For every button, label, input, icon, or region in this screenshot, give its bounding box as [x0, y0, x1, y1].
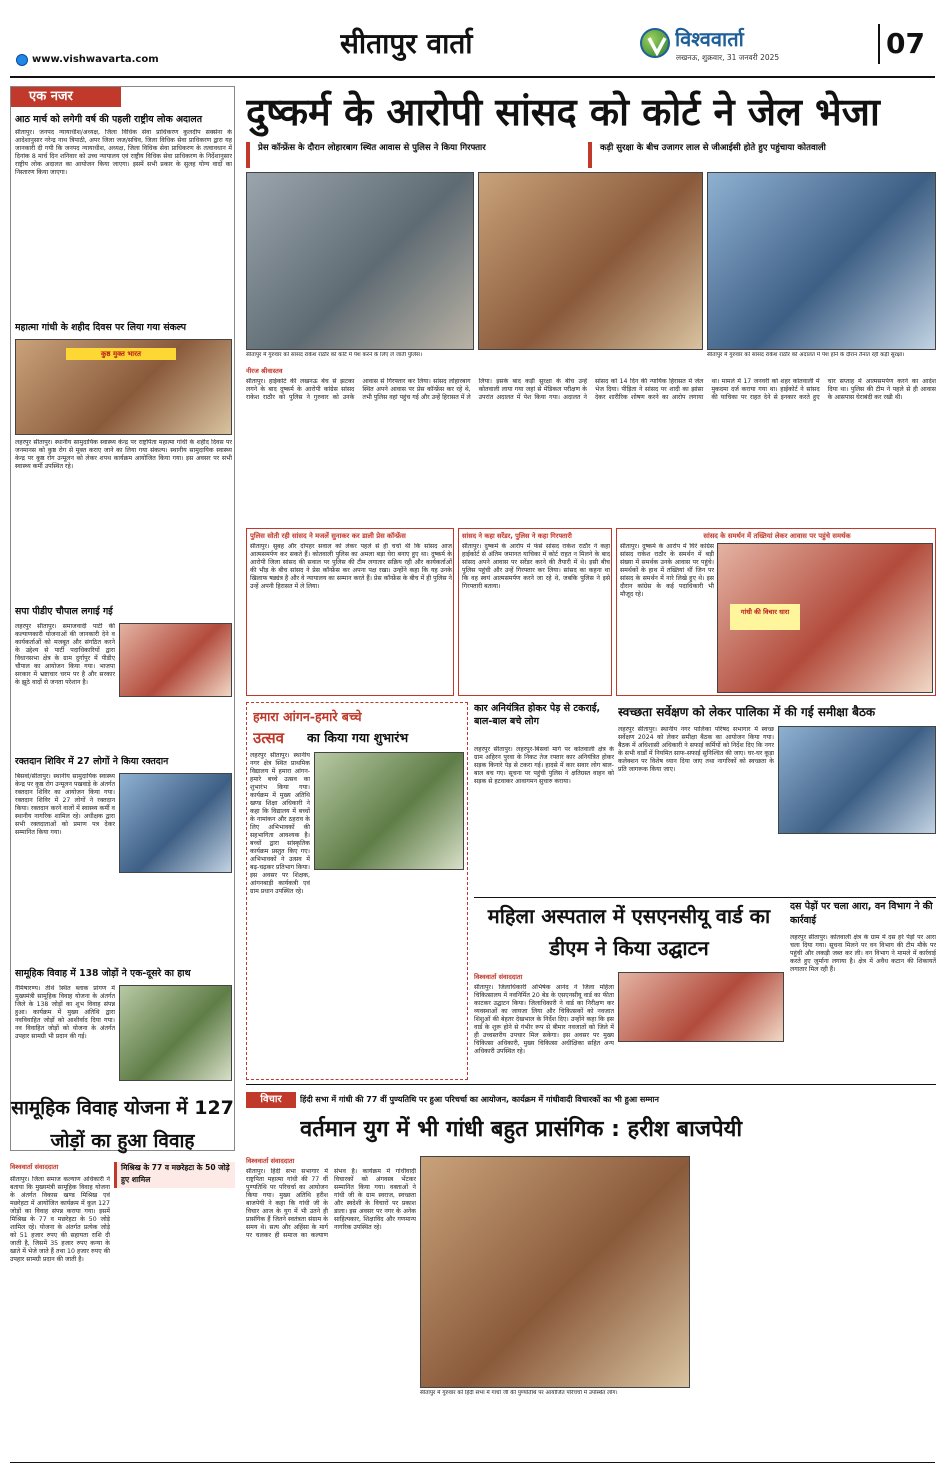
lead-headline: दुष्कर्म के आरोपी सांसद को कोर्ट ने जेल भेजा: [246, 90, 880, 134]
ek-nazar-label: एक नजर: [11, 87, 121, 107]
mahila-aspatal-byline: विश्ववार्ता संवाददाता: [474, 973, 523, 981]
vichar-body: सीतापुर। हिंदी सभा सभागार में राष्ट्रपिता महात्मा गांधी की 77 वीं पुण्यतिथि पर परिचर्चा का आयोजन किया गया। मुख्य अतिथि हरीश बाजपेयी ने कहा कि गांधी जी के विचार आज के युग में भी उतने ही प्रासंगिक हैं जितने स्वतंत्रता संग्राम के समय थे। सत्य और अहिंसा के मार्ग पर चलकर ही समाज का कल्याण संभव है। कार्यक्रम में गांधीवादी विचारकों को अंगवस्त्र भेंटकर सम्मानित किया गया। वक्ताओं ने गांधी जी के ग्राम स्वराज, स्वच्छता और स्वदेशी के विचारों पर प्रकाश डाला। इस अवसर पर नगर के अनेक साहित्यकार, शिक्षाविद और गणमान्य नागरिक उपस्थित रहे।: [246, 1168, 416, 1239]
masthead: [0, 0, 945, 78]
section-title: सीतापुर वार्ता: [340, 27, 473, 60]
ie-globe-icon: [16, 54, 28, 66]
ek-nazar-column: [10, 86, 235, 1151]
item-photo: [15, 339, 232, 435]
lead-caption-2: सीतापुर में गुरुवार को सांसद राकेश राठौर को अदालत में पेश होने के दौरान तैनात रही कड़ी सुरक्षा।: [707, 352, 936, 362]
brand-name: विश्ववार्ता: [675, 27, 744, 51]
page-number: 07: [878, 24, 928, 64]
box-body: सीतापुर। दुष्कर्म के आरोप में घिरे कांग्रेस सांसद राकेश राठौर के समर्थन में बड़ी संख्या में समर्थक उनके आवास पर पहुंचे। समर्थकों के हाथ में तख्तियां थीं जिन पर सांसद के समर्थन में नारे लिखे हुए थे। इस दौरान कांग्रेस के कई पदाधिकारी भी मौजूद रहे।: [620, 543, 714, 598]
item-body: नैमिषारण्य। तीर्थ स्थित ब्लाक प्रांगण में मुख्यमंत्री सामूहिक विवाह योजना के अंतर्गत जिले के 138 जोड़ों का शुभ विवाह संपन्न हुआ। कार्यक्रम में मुख्य अतिथि द्वारा नवविवाहित जोड़ों को आशीर्वाद दिया गया। नव विवाहित जोड़ों को योजना के अंतर्गत उपहार सामग्री भी प्रदान की गई।: [15, 985, 115, 1040]
box-title: सांसद ने कहा सरेंडर, पुलिस ने कहा गिरफ्तारी: [462, 532, 572, 540]
box-sansad: [458, 528, 612, 696]
hamara-angan-title-2: उत्सव: [253, 729, 284, 747]
item-title: सामूहिक विवाह में 138 जोड़ों ने एक-दूसरे का हाथ: [15, 968, 191, 979]
mahila-aspatal-headline: महिला अस्पताल में एसएनसीयू वार्ड का डीएम ने किया उद्घाटन: [487, 904, 771, 960]
item-body: लहरपुर सीतापुर। समाजवादी पार्टी की कल्याणकारी योजनाओं की जानकारी देने व कार्यकर्ताओं को मजबूत और संगठित करने के उद्देश्य से पार्टी पदाधिकारियों द्वारा विधानसभा क्षेत्र के ग्राम दुर्गापुर में पीडीए चौपाल का आयोजन किया गया। भाजपा सरकार में भ्रष्टाचार चरम पर है और सरकार के झूठे वादों से जनता परेशान है।: [15, 623, 115, 686]
kaar-body: लहरपुर सीतापुर। लहरपुर-बिसवां मार्ग पर कोतवाली क्षेत्र के ग्राम अहिरन पुरवा के निकट तेज रफ्तार कार अनियंत्रित होकर सड़क किनारे पेड़ से टकरा गई। हादसे में कार सवार लोग बाल-बाल बच गए। सूचना पर पहुंची पुलिस ने क्षतिग्रस्त वाहन को सड़क से हटवाकर आवागमन सुचारु कराया।: [474, 746, 614, 785]
samuhik-vivah-headline: सामूहिक विवाह योजना में 127 जोड़ों का हुआ विवाह: [11, 1097, 234, 1152]
mahila-aspatal-photo: [618, 972, 784, 1042]
vichar-byline: विश्ववार्ता संवाददाता: [246, 1157, 295, 1165]
item-title: महात्मा गांधी के शहीद दिवस पर लिया गया संकल्प: [15, 322, 187, 333]
swachhta-body: लहरपुर सीतापुर। स्थानीय नगर पालिका परिषद सभागार में स्वच्छ सर्वेक्षण 2024 को लेकर समीक्षा बैठक का आयोजन किया गया। बैठक में अधिशासी अधिकारी ने सफाई कर्मियों को निर्देश दिए कि नगर के सभी वार्डों में नियमित साफ-सफाई सुनिश्चित की जाए। घर-घर कूड़ा कलेक्शन पर विशेष ध्यान दिया जाए तथा नागरिकों को स्वच्छता के प्रति जागरूक किया जाए।: [618, 726, 774, 773]
samuhik-vivah-body-continued: [114, 1192, 235, 1460]
ped-katne-body: लहरपुर सीतापुर। कोतवाली क्षेत्र के ग्राम में दस हरे पेड़ों पर आरा चला दिया गया। सूचना मिलने पर वन विभाग की टीम मौके पर पहुंची और लकड़ी जब्त कर ली। वन विभाग ने मामले में कार्रवाई करते हुए जुर्माना लगाया है। क्षेत्र में अवैध कटान की शिकायतें लगातार मिल रही हैं।: [790, 934, 936, 973]
vichar-headline: वर्तमान युग में भी गांधी बहुत प्रासंगिक : हरीश बाजपेयी: [300, 1117, 743, 1142]
box-title: पुलिस सोती रही सांसद ने मजलें सुनाकर कर डाली प्रेस कॉन्फ्रेंस: [250, 532, 406, 540]
samuhik-vivah-body: सीतापुर। जिला समाज कल्याण अधिकारी ने बताया कि मुख्यमंत्री सामूहिक विवाह योजना के अंतर्गत विकास खण्ड मिश्रिख एवं मछरेहटा में आयोजित कार्यक्रम में कुल 127 जोड़ों का विवाह संपन्न कराया गया। इसमें मिश्रिख के 77 व मछरेहटा के 50 जोड़े शामिल रहे। योजना के अंतर्गत प्रत्येक जोड़े को 51 हजार रुपए की सहायता राशि दी जाती है, जिसमें 35 हजार रुपए कन्या के खाते में भेजे जाते हैं तथा 10 हजार रुपए की उपहार सामग्री प्रदान की जाती है।: [10, 1176, 110, 1263]
website-link[interactable]: www.vishwavarta.com: [32, 54, 159, 65]
item-title: सपा पीडीए चौपाल लगाई गई: [15, 606, 113, 617]
box-photo: [717, 543, 933, 693]
box-body: सीतापुर। सुबह और दोपहर सवाल को लेकर पहले से ही चर्चा थी कि सांसद आज आत्मसमर्पण कर सकते हैं। कोतवाली पुलिस का अमला बड़ा घेरा बनाए हुए था। दुष्कर्म के आरोपी जिला सांसद की सवाल पर पुलिस की टीम लगातार सक्रिय रही और कार्यकर्ताओं की भीड़ के बीच सांसद ने प्रेस कॉन्फ्रेंस कर अपना पक्ष रखा। उन्होंने कहा कि यह उनके खिलाफ षड्यंत्र है और वे न्यायालय का सम्मान करते हैं। प्रेस कॉन्फ्रेंस के बीच में ही पुलिस ने उन्हें अपनी हिरासत में ले लिया।: [250, 543, 452, 590]
hamara-angan-title-1: हमारा आंगन-हमारे बच्चे: [253, 709, 362, 724]
item-photo: [119, 623, 232, 697]
vichar-label: विचार: [246, 1092, 296, 1108]
vichar-caption: सीतापुर में गुरुवार को हिंदी सभा में गांधी जी की पुण्यतिथि पर आयोजित परिचर्चा में उपस्थित लोग।: [420, 1390, 690, 1406]
lead-photo-3: [707, 172, 936, 350]
photo-placard: गांधी की विचार धारा: [730, 604, 800, 630]
lead-photo-1: [246, 172, 474, 350]
vichar-photo: [420, 1156, 690, 1388]
section-divider: [246, 1084, 936, 1085]
item-photo: [119, 773, 232, 873]
item-body: सीतापुर। जनपद न्यायाधीश/अध्यक्ष, जिला विधिक सेवा प्राधिकरण कुलदीप सक्सेना के आदेशानुसार नरेन्द्र नाथ त्रिपाठी, अपर जिला जज/सचिव, जिला विधिक सेवा प्राधिकरण द्वारा यह जानकारी दी गयी कि जनपद न्यायाधीश, अध्यक्ष, जिला विधिक सेवा प्राधिकरण के तत्वावधान में दिनांक 8 मार्च दिन शनिवार को उच्च न्यायालय एवं राष्ट्रीय विधिक सेवा प्राधिकरण के निर्देशानुसार राष्ट्रीय लोक अदालत का आयोजन किया जाएगा। इसमें सभी प्रकार के सुलह योग्य वादों का निस्तारण किया जाएगा।: [15, 129, 232, 176]
lead-byline: नीरज श्रीवास्तव: [246, 367, 283, 375]
item-title: आठ मार्च को लगेगी वर्ष की पहली राष्ट्रीय लोक अदालत: [15, 114, 202, 125]
swachhta-title: स्वच्छता सर्वेक्षण को लेकर पालिका में की गई समीक्षा बैठक: [618, 705, 876, 719]
mahila-aspatal-body-continued: [618, 1046, 784, 1080]
hamara-angan-title-3: का किया गया शुभारंभ: [307, 730, 409, 745]
item-photo: [119, 985, 232, 1081]
swachhta-photo: [778, 726, 936, 834]
item-title: रक्तदान शिविर में 27 लोगों ने किया रक्तदान: [15, 756, 169, 767]
box-press-conf: [246, 528, 454, 696]
lead-body: सीतापुर। हाईकोर्ट की लखनऊ बेंच से झटका लगने के बाद दुष्कर्म के आरोपी कांग्रेस सांसद राकेश राठौर को पुलिस ने गुरुवार को उनके आवास से गिरफ्तार कर लिया। सांसद लोहारबाग स्थित अपने आवास पर प्रेस कॉन्फ्रेंस कर रहे थे, तभी पुलिस वहां पहुंच गई और उन्हें हिरासत में ले लिया। इसके बाद कड़ी सुरक्षा के बीच उन्हें कोतवाली लाया गया जहां से मेडिकल परीक्षण के उपरांत अदालत में पेश किया गया। अदालत ने सांसद को 14 दिन की न्यायिक हिरासत में जेल भेज दिया। पीड़िता ने सांसद पर शादी का झांसा देकर शारीरिक शोषण करने का आरोप लगाया था। मामले में 17 जनवरी को शहर कोतवाली में मुकदमा दर्ज कराया गया था। हाईकोर्ट ने सांसद की याचिका पर राहत देने से इनकार करते हुए चार सप्ताह में आत्मसमर्पण करने का आदेश दिया था। पुलिस की टीम ने पहले से ही आवास के आसपास घेराबंदी कर रखी थी।: [246, 378, 936, 401]
box-title: सांसद के समर्थन में तख्तियां लेकर आवास पर पहुंचे समर्थक: [703, 532, 851, 540]
lead-subhead-right: कड़ी सुरक्षा के बीच उजागर लाल से जीआईसी होते हुए पहुंचाया कोतवाली: [588, 142, 936, 168]
item-body-continued: [119, 701, 232, 751]
photo-banner: कुष्ठ मुक्त भारत: [66, 348, 176, 360]
hamara-angan-photo: [314, 752, 464, 870]
dateline: लखनऊ, शुक्रवार, 31 जनवरी 2025: [676, 53, 780, 62]
box-body: सीतापुर। दुष्कर्म के आरोप में फंसे सांसद राकेश राठौर ने कहा हाईकोर्ट से अंतिम जमानत याचिका में कोर्ट राहत न मिलने के बाद सांसद अपने आवास पर सरेंडर करने की तैयारी में थे। इसी बीच पुलिस पहुंची और उन्हें गिरफ्तार कर लिया। सांसद का कहना था कि वह स्वयं आत्मसमर्पण करने जा रहे थे, जबकि पुलिस ने इसे गिरफ्तारी बताया।: [462, 543, 610, 590]
kaar-title: कार अनियंत्रित होकर पेड़ से टकराई, बाल-बाल बचे लोग: [474, 703, 601, 727]
ped-katne-title: दस पेड़ों पर चला आरा, वन विभाग ने की कार्रवाई: [790, 901, 933, 926]
lead-photo-2: [478, 172, 703, 350]
middle-divider: [474, 897, 936, 898]
box-samarthak: [616, 528, 936, 696]
vichar-kicker: हिंदी सभा में गांधी की 77 वीं पुण्यतिथि पर हुआ परिचर्चा का आयोजन, कार्यक्रम में गांधीवादी विचारकों का भी हुआ सम्मान: [300, 1095, 659, 1104]
item-body: बिसवां/सीतापुर। स्थानीय सामुदायिक स्वास्थ्य केन्द्र पर कुष्ठ रोग उन्मूलन पखवाड़े के अंतर्गत रक्तदान शिविर का आयोजन किया गया। रक्तदान शिविर में 27 लोगों ने रक्तदान किया। रक्तदान करने वालों में स्वास्थ्य कर्मी व स्थानीय नागरिक शामिल रहे। अधीक्षक द्वारा सभी रक्तदाताओं को प्रमाण पत्र देकर सम्मानित किया गया।: [15, 773, 115, 836]
samuhik-vivah-byline: विश्ववार्ता संवाददाता: [10, 1163, 59, 1171]
lead-subhead-left: प्रेस कॉन्फ्रेंस के दौरान लोहारबाग स्थित आवास से पुलिस ने किया गिरफ्तार: [246, 142, 581, 168]
v-logo-icon: [642, 30, 670, 58]
vichar-body-continued: [694, 1156, 936, 1460]
item-body: लहरपुर सीतापुर। स्थानीय सामुदायिक स्वास्थ्य केन्द्र पर राष्ट्रपिता महात्मा गांधी के शहीद दिवस पर जनमानस को कुष्ठ रोग से मुक्त कराए जाने का लिया गया संकल्प। स्थानीय सामुदायिक स्वास्थ्य केन्द्र पर कुष्ठ रोग उन्मूलन को लेकर शपथ कार्यक्रम आयोजित किया गया। इस अवसर पर सभी स्वास्थ्य कर्मी उपस्थित रहे।: [15, 439, 232, 470]
brand-logo-icon: [640, 28, 670, 58]
lead-caption-1: सीतापुर में गुरुवार को सांसद राकेश राठौर को कोर्ट में पेश करने के लिए ले जाती पुलिस।: [246, 352, 703, 362]
hamara-angan-body: लहरपुर सीतापुर। स्थानीय नगर क्षेत्र स्थित प्राथमिक विद्यालय में हमारा आंगन-हमारे बच्चे उत्सव का शुभारंभ किया गया। कार्यक्रम में मुख्य अतिथि खण्ड शिक्षा अधिकारी ने कहा कि विद्यालय में बच्चों के नामांकन और ठहराव के लिए अभिभावकों की सहभागिता आवश्यक है। बच्चों द्वारा सांस्कृतिक कार्यक्रम प्रस्तुत किए गए। अभिभावकों ने उत्सव में बढ़-चढ़कर प्रतिभाग किया। इस अवसर पर शिक्षक, आंगनबाड़ी कार्यकत्री एवं ग्राम प्रधान उपस्थित रहे।: [250, 752, 310, 895]
samuhik-vivah-box: मिश्रिख के 77 व मछरेहटा के 50 जोड़े हुए शामिल: [114, 1162, 235, 1188]
mahila-aspatal-body: सीतापुर। जिलाधिकारी अभिषेक आनंद ने जिला महिला चिकित्सालय में नवनिर्मित 20 बेड के एसएनसीयू वार्ड का फीता काटकर उद्घाटन किया। जिलाधिकारी ने वार्ड का निरीक्षण कर व्यवस्थाओं का जायजा लिया और चिकित्सकों को नवजात शिशुओं की बेहतर देखभाल के निर्देश दिए। उन्होंने कहा कि इस वार्ड के शुरू होने से गंभीर रूप से बीमार नवजातों को जिले में ही उच्चस्तरीय उपचार मिल सकेगा। इस अवसर पर मुख्य चिकित्सा अधिकारी, मुख्य चिकित्सा अधीक्षिका सहित अन्य अधिकारी उपस्थित रहे।: [474, 984, 614, 1055]
masthead-divider: [10, 76, 935, 78]
bottom-rule: [10, 1462, 935, 1463]
